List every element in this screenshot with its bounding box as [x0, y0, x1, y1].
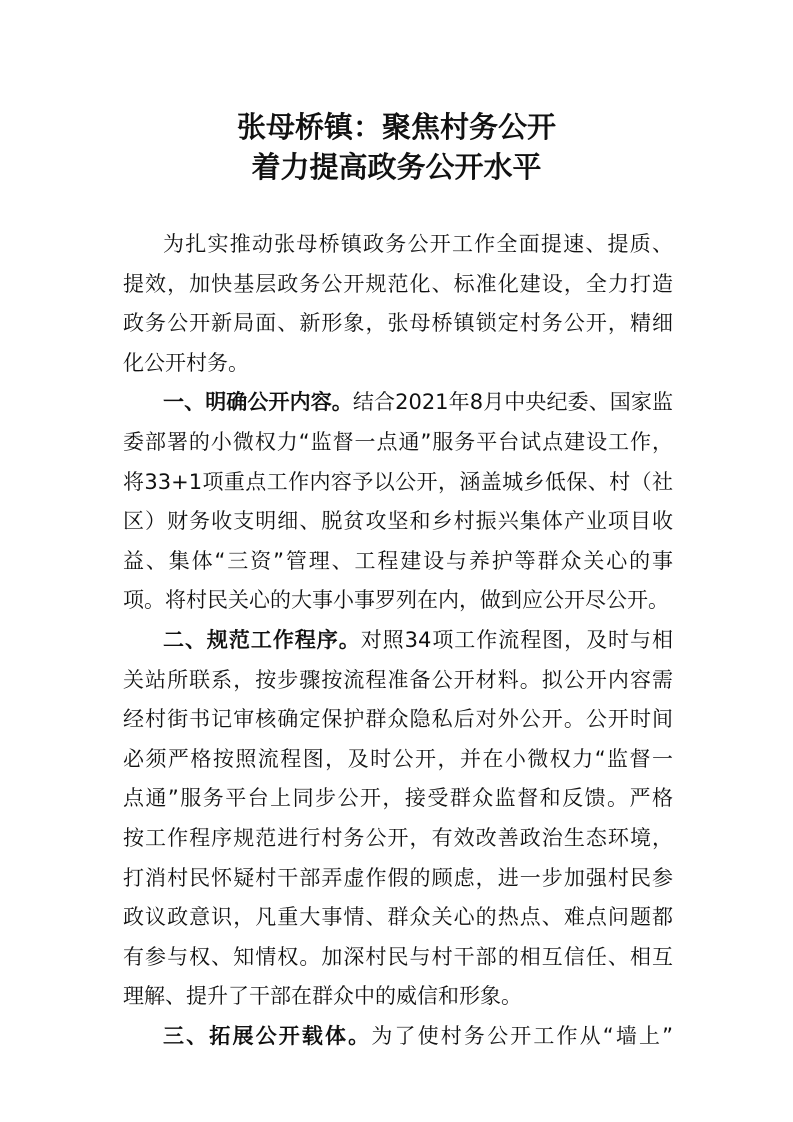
section-heading-line	[163, 382, 673, 422]
section-heading: 二、规范工作程序。	[163, 628, 361, 652]
paragraph-line	[123, 422, 673, 462]
line-text: 化公开村务。	[123, 350, 249, 375]
line-text: 结合2021年8月中央纪委、国家监	[352, 390, 674, 415]
line-text: 为了使村务公开工作从“墙上”	[371, 1024, 673, 1048]
document-title-line-2: 着力提高政务公开水平	[251, 150, 542, 184]
paragraph-line	[123, 937, 673, 977]
line-text: 益、集体“三资”管理、工程建设与养护等群众关心的事	[123, 548, 673, 573]
line-text: 按工作程序规范进行村务公开，有效改善政治生态环境，	[123, 826, 673, 850]
line-text: 理解、提升了干部在群众中的威信和形象。	[123, 984, 522, 1009]
line-text: 必须严格按照流程图，及时公开，并在小微权力“监督一	[123, 746, 673, 771]
line-text: 对照34项工作流程图，及时与相	[360, 628, 673, 652]
line-text: 区）财务收支明细、脱贫攻坚和乡村振兴集体产业项目收	[123, 509, 673, 534]
line-text: 经村街书记审核确定保护群众隐私后对外公开。公开时间	[123, 707, 673, 732]
line-text: 打消村民怀疑村干部弄虚作假的顾虑，进一步加强村民参	[123, 865, 673, 890]
paragraph-line	[163, 224, 673, 264]
paragraph-line	[123, 303, 673, 343]
line-text: 关站所联系，按步骤按流程准备公开材料。拟公开内容需	[123, 667, 673, 692]
paragraph-line	[123, 660, 673, 700]
paragraph-line	[123, 264, 673, 304]
line-text: 提效，加快基层政务公开规范化、标准化建设，全力打造	[123, 271, 673, 296]
line-text: 政务公开新局面、新形象，张母桥镇锁定村务公开，精细	[123, 311, 673, 336]
paragraph-line	[123, 462, 673, 502]
line-text: 委部署的小微权力“监督一点通”服务平台试点建设工作，	[123, 430, 673, 454]
section-heading-line	[163, 1016, 673, 1056]
paragraph-line	[123, 343, 673, 383]
line-text: 将33+1项重点工作内容予以公开，涵盖城乡低保、村（社	[123, 469, 673, 494]
line-text: 有参与权、知情权。加深村民与村干部的相互信任、相互	[123, 944, 673, 969]
paragraph-line	[123, 818, 673, 858]
paragraph-line	[123, 858, 673, 898]
line-text: 点通”服务平台上同步公开，接受群众监督和反馈。严格	[123, 786, 673, 811]
line-text: 政议政意识，凡重大事情、群众关心的热点、难点问题都	[123, 905, 673, 930]
section-heading-line	[163, 620, 673, 660]
paragraph-line	[123, 897, 673, 937]
paragraph-line	[123, 541, 673, 581]
line-text: 项。将村民关心的大事小事罗列在内，做到应公开尽公开。	[123, 588, 669, 613]
section-heading: 三、拓展公开载体。	[163, 1024, 372, 1048]
paragraph-line	[123, 976, 673, 1016]
paragraph-line	[123, 580, 673, 620]
paragraph-line	[123, 699, 673, 739]
paragraph-line	[123, 501, 673, 541]
line-text: 为扎实推动张母桥镇政务公开工作全面提速、提质、	[163, 232, 673, 256]
section-heading: 一、明确公开内容。	[163, 390, 353, 415]
document-title-line-1: 张母桥镇：聚焦村务公开	[236, 110, 556, 144]
paragraph-line	[123, 778, 673, 818]
paragraph-line	[123, 739, 673, 779]
